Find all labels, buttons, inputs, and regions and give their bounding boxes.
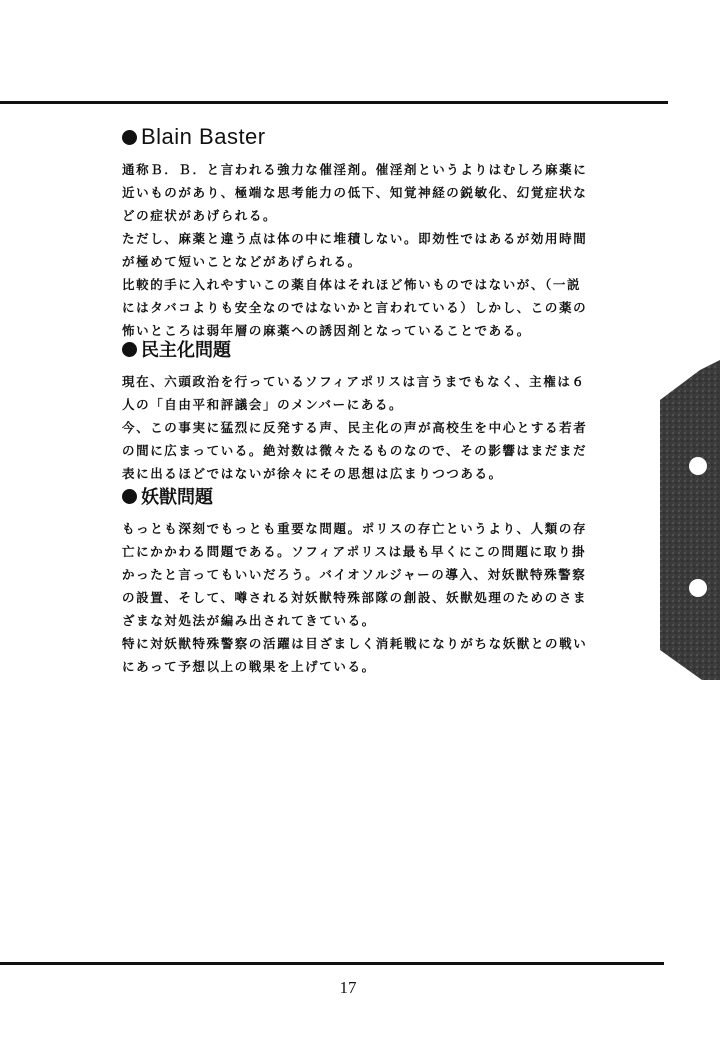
paragraph: 比較的手に入れやすいこの薬自体はそれほど怖いものではないが、（一説にはタバコよりも安全なのではないかと言われている）しかし、この薬の怖いところは弱年層の麻薬への誘因剤となっていることである。 (122, 277, 588, 338)
paragraph: ただし、麻薬と違う点は体の中に堆積しない。即効性ではあるが効用時間が極めて短いことなどがあげられる。 (122, 231, 588, 269)
section-democratization (122, 336, 592, 485)
paragraph: もっとも深刻でもっとも重要な問題。ポリスの存亡というより、人類の存亡にかかわる問題である。ソフィアポリスは最も早くにこの問題に取り掛かったと言ってもいいだろう。バイオソルジャーの導入、対妖獣特殊警察の設置、そして、噂される対妖獣特殊部隊の創設、妖獣処理のためのさまざまな対処法が編み出されてきている。 (122, 521, 588, 628)
heading-text: Blain Baster (141, 124, 266, 149)
section-heading (122, 124, 592, 150)
paragraph: 今、この事実に猛烈に反発する声、民主化の声が高校生を中心とする若者の間に広まっている。絶対数は微々たるものなので、その影響はまだまだ表に出るほどではないが徐々にその思想は広まりつつある。 (122, 420, 588, 481)
bottom-rule (0, 962, 664, 965)
paragraph: 現在、六頭政治を行っているソフィアポリスは言うまでもなく、主権は６人の「自由平和評議会」のメンバーにある。 (122, 374, 586, 412)
bullet-icon (122, 342, 137, 357)
paragraph: 特に対妖獣特殊警察の活躍は目ざましく消耗戦になりがちな妖獣との戦いにあって予想以上の戦果を上げている。 (122, 636, 588, 674)
heading-text: 妖獣問題 (141, 487, 213, 508)
bullet-icon (122, 489, 137, 504)
section-heading (122, 483, 592, 509)
bullet-icon (122, 130, 137, 145)
heading-text: 民主化問題 (141, 340, 231, 361)
paragraph: 通称Ｂ．Ｂ．と言われる強力な催淫剤。催淫剤というよりはむしろ麻薬に近いものがあり、極端な思考能力の低下、知覚神経の鋭敏化、幻覚症状などの症状があげられる。 (122, 162, 588, 223)
section-youju (122, 483, 592, 678)
page-number: 17 (339, 978, 357, 997)
section-blain-baster (122, 124, 592, 342)
top-rule (0, 101, 668, 104)
index-tab (660, 360, 720, 680)
section-heading (122, 336, 592, 362)
